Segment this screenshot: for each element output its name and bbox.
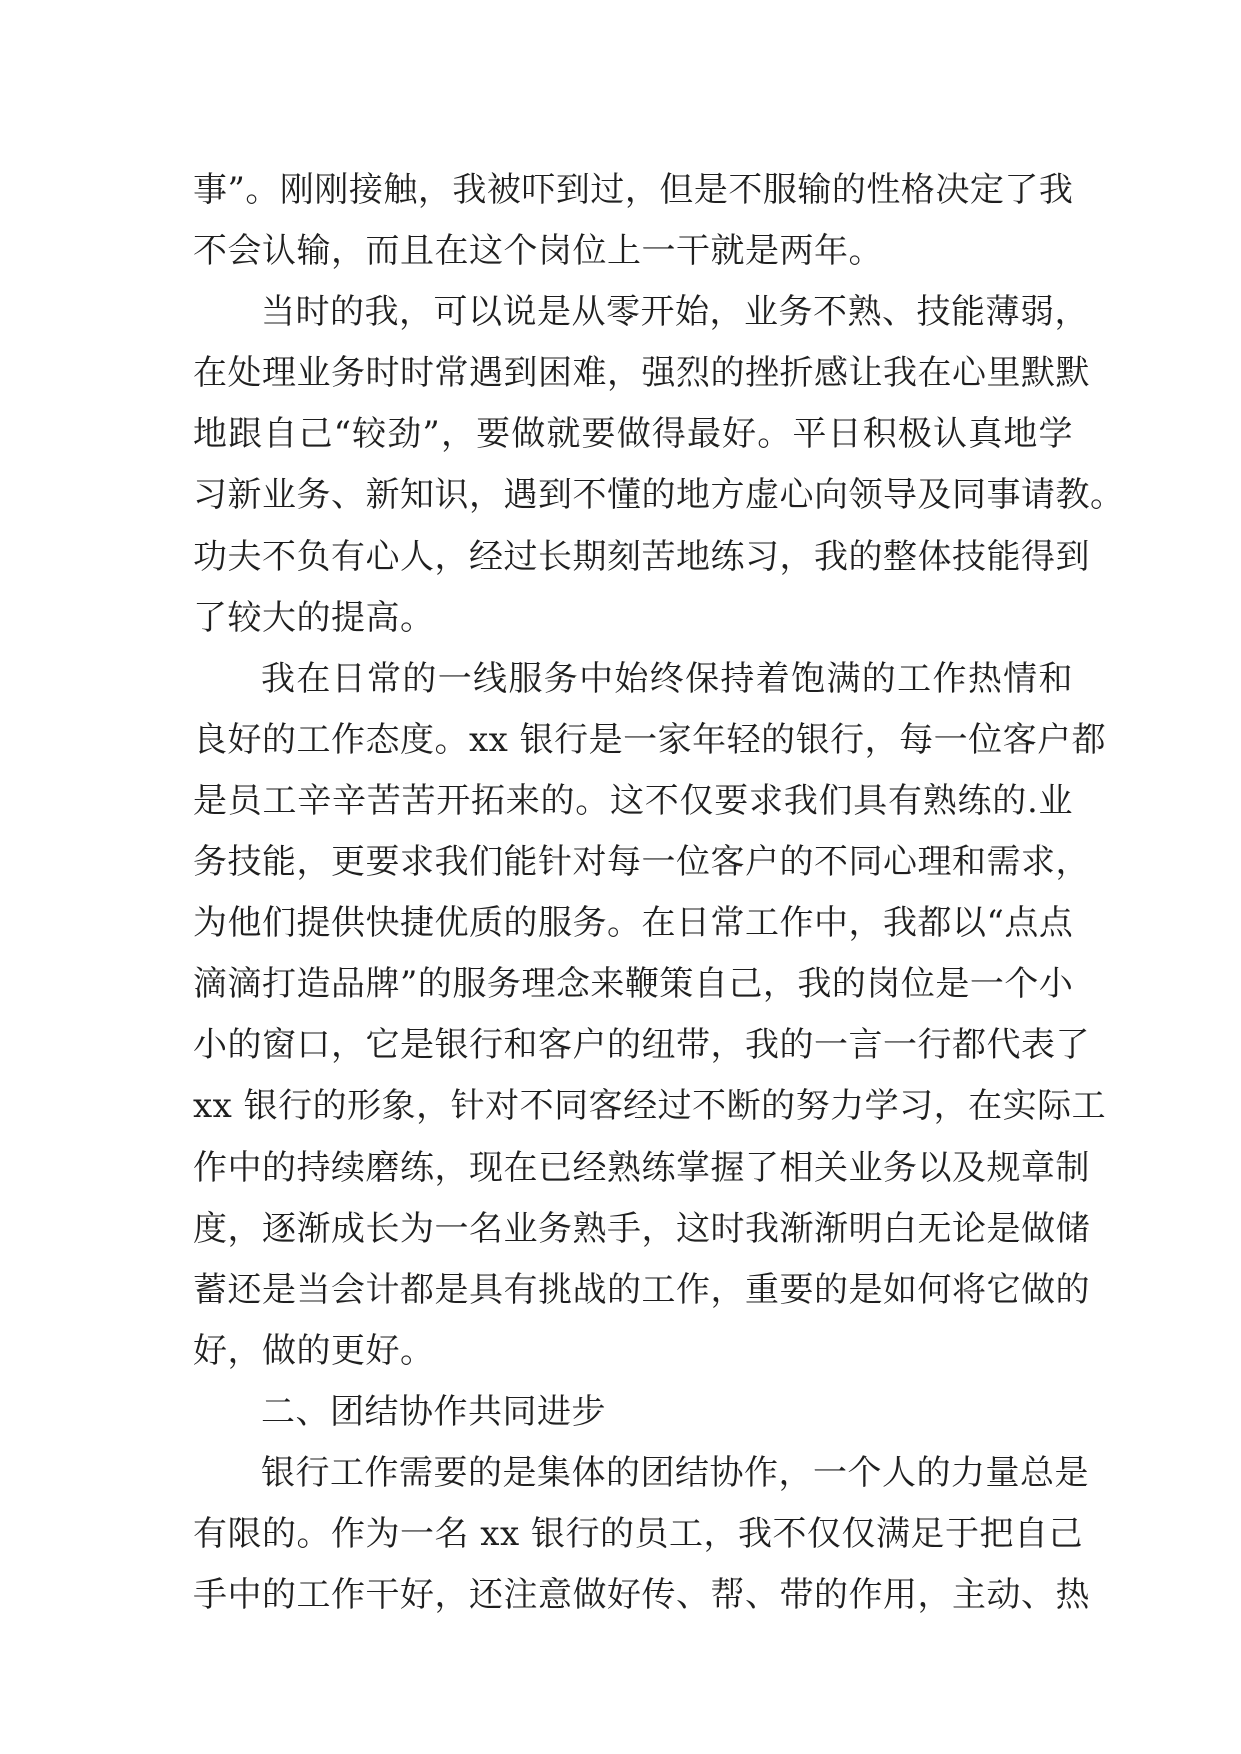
body-text bbox=[193, 160, 1125, 1626]
text-line: 地跟自己“较劲”，要做就要做得最好。平日积极认真地学 bbox=[193, 414, 1073, 455]
text-line: 小的窗口，它是银行和客户的纽带，我的一言一行都代表了 bbox=[193, 1025, 1090, 1066]
text-line: 功夫不负有心人，经过长期刻苦地练习，我的整体技能得到 bbox=[193, 536, 1090, 577]
text-line: 作中的持续磨练，现在已经熟练掌握了相关业务以及规章制 bbox=[193, 1147, 1090, 1188]
text-line: 当时的我，可以说是从零开始，业务不熟、技能薄弱， bbox=[261, 292, 1089, 333]
text-line: 蓄还是当会计都是具有挑战的工作，重要的是如何将它做的 bbox=[193, 1269, 1090, 1310]
text-line: 我在日常的一线服务中始终保持着饱满的工作热情和 bbox=[261, 658, 1073, 699]
text-line: 良好的工作态度。xx 银行是一家年轻的银行，每一位客户都 bbox=[193, 719, 1107, 760]
text-line: 好，做的更好。 bbox=[193, 1330, 435, 1371]
text-line: 在处理业务时时常遇到困难，强烈的挫折感让我在心里默默 bbox=[193, 353, 1090, 394]
text-line: 是员工辛辛苦苦开拓来的。这不仅要求我们具有熟练的.业 bbox=[193, 780, 1073, 821]
text-line: 事”。刚刚接触，我被吓到过，但是不服输的性格决定了我 bbox=[193, 170, 1074, 210]
text-line: 度，逐渐成长为一名业务熟手，这时我渐渐明白无论是做储 bbox=[193, 1208, 1090, 1249]
text-line: xx 银行的形象，针对不同客经过不断的努力学习，在实际工 bbox=[193, 1086, 1107, 1127]
text-line: 了较大的提高。 bbox=[193, 597, 435, 638]
text-line: 手中的工作干好，还注意做好传、帮、带的作用，主动、热 bbox=[193, 1575, 1090, 1616]
text-line: 习新业务、新知识，遇到不懂的地方虚心向领导及同事请教。 bbox=[193, 475, 1125, 516]
section-heading: 二、团结协作共同进步 bbox=[261, 1391, 606, 1432]
text-line: 银行工作需要的是集体的团结协作，一个人的力量总是 bbox=[261, 1452, 1089, 1493]
text-line: 有限的。作为一名 xx 银行的员工，我不仅仅满足于把自己 bbox=[193, 1514, 1083, 1555]
text-line: 务技能，更要求我们能针对每一位客户的不同心理和需求， bbox=[193, 842, 1090, 883]
text-line: 滴滴打造品牌”的服务理念来鞭策自己，我的岗位是一个小 bbox=[193, 964, 1074, 1005]
text-line: 不会认输，而且在这个岗位上一干就是两年。 bbox=[193, 231, 883, 272]
text-line: 为他们提供快捷优质的服务。在日常工作中，我都以“点点 bbox=[193, 903, 1074, 944]
